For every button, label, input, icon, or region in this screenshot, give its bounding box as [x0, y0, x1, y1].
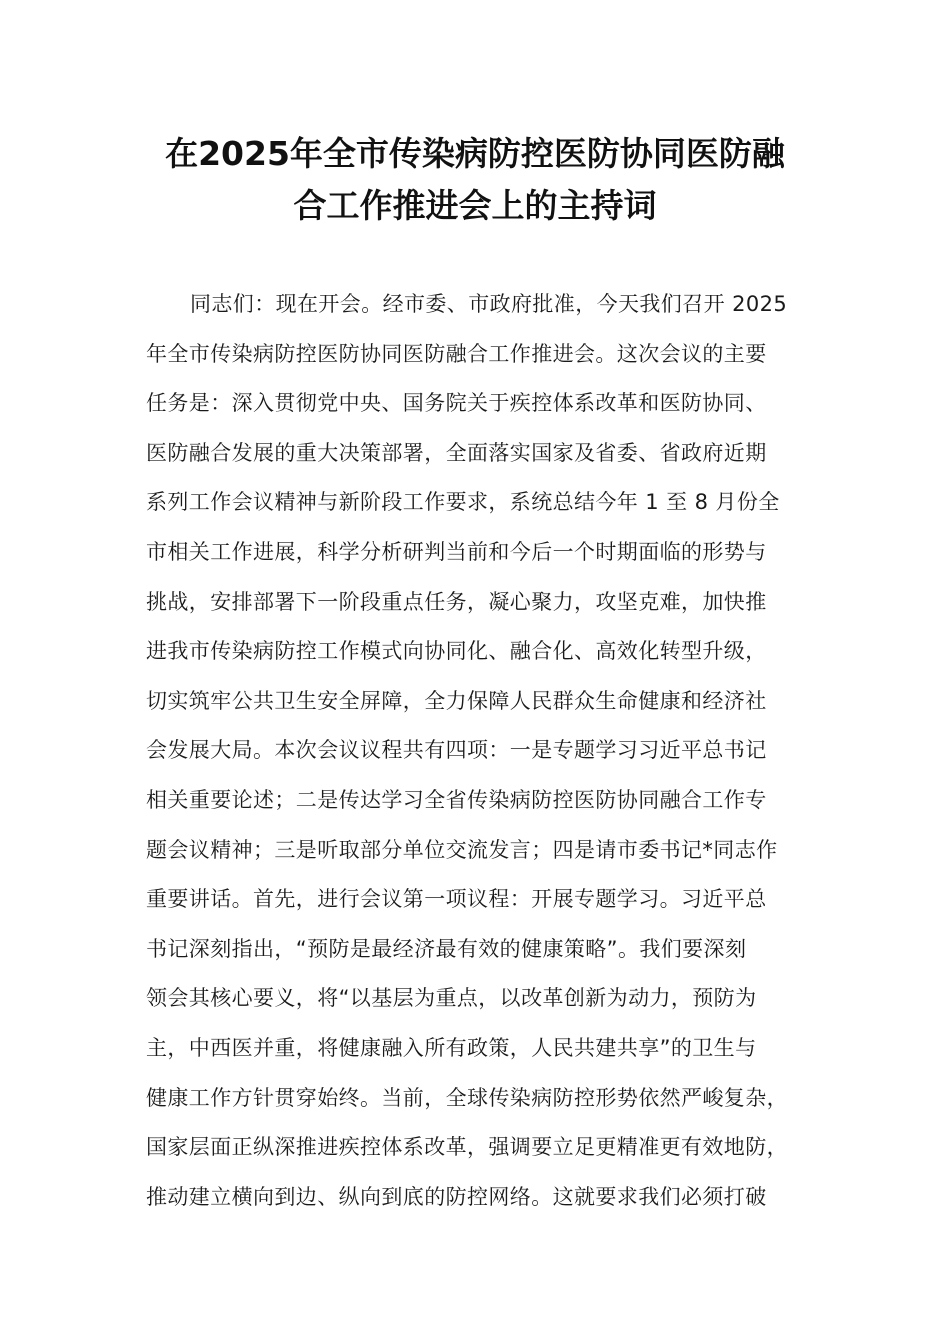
document-body [146, 280, 826, 1222]
body-line: 进我市传染病防控工作模式向协同化、融合化、高效化转型升级， [146, 639, 767, 664]
body-line: 挑战，安排部署下一阶段重点任务，凝心聚力，攻坚克难，加快推 [146, 589, 767, 614]
body-line: 国家层面正纵深推进疾控体系改革，强调要立足更精准更有效地防， [146, 1135, 788, 1160]
title-line-2: 合工作推进会上的主持词 [293, 186, 657, 225]
body-line: 推动建立横向到边、纵向到底的防控网络。这就要求我们必须打破 [146, 1184, 767, 1209]
body-line: 医防融合发展的重大决策部署，全面落实国家及省委、省政府近期 [146, 440, 767, 465]
body-line: 书记深刻指出，“预防是最经济最有效的健康策略”。我们要深刻 [146, 936, 747, 961]
title-line-1: 在2025年全市传染病防控医防协同医防融 [165, 134, 785, 173]
body-line: 主，中西医并重，将健康融入所有政策，人民共建共享”的卫生与 [146, 1035, 757, 1060]
body-line: 系列工作会议精神与新阶段工作要求，系统总结今年 1 至 8 月份全 [146, 490, 780, 515]
body-line: 领会其核心要义，将“以基层为重点，以改革创新为动力，预防为 [146, 986, 757, 1011]
body-line: 市相关工作进展，科学分析研判当前和今后一个时期面临的形势与 [146, 539, 767, 564]
body-line: 重要讲话。首先，进行会议第一项议程：开展专题学习。习近平总 [146, 887, 767, 912]
body-line: 年全市传染病防控医防协同医防融合工作推进会。这次会议的主要 [146, 341, 767, 366]
body-line: 任务是：深入贯彻党中央、国务院关于疾控体系改革和医防协同、 [146, 391, 767, 416]
body-line: 题会议精神；三是听取部分单位交流发言；四是请市委书记*同志作 [146, 837, 778, 862]
body-line: 健康工作方针贯穿始终。当前，全球传染病防控形势依然严峻复杂， [146, 1085, 788, 1110]
body-line: 会发展大局。本次会议议程共有四项：一是专题学习习近平总书记 [146, 738, 767, 763]
body-line: 切实筑牢公共卫生安全屏障，全力保障人民群众生命健康和经济社 [146, 688, 767, 713]
body-line: 相关重要论述；二是传达学习全省传染病防控医防协同融合工作专 [146, 787, 767, 812]
body-line: 同志们：现在开会。经市委、市政府批准，今天我们召开 2025 [190, 292, 788, 316]
document-title [120, 128, 830, 232]
